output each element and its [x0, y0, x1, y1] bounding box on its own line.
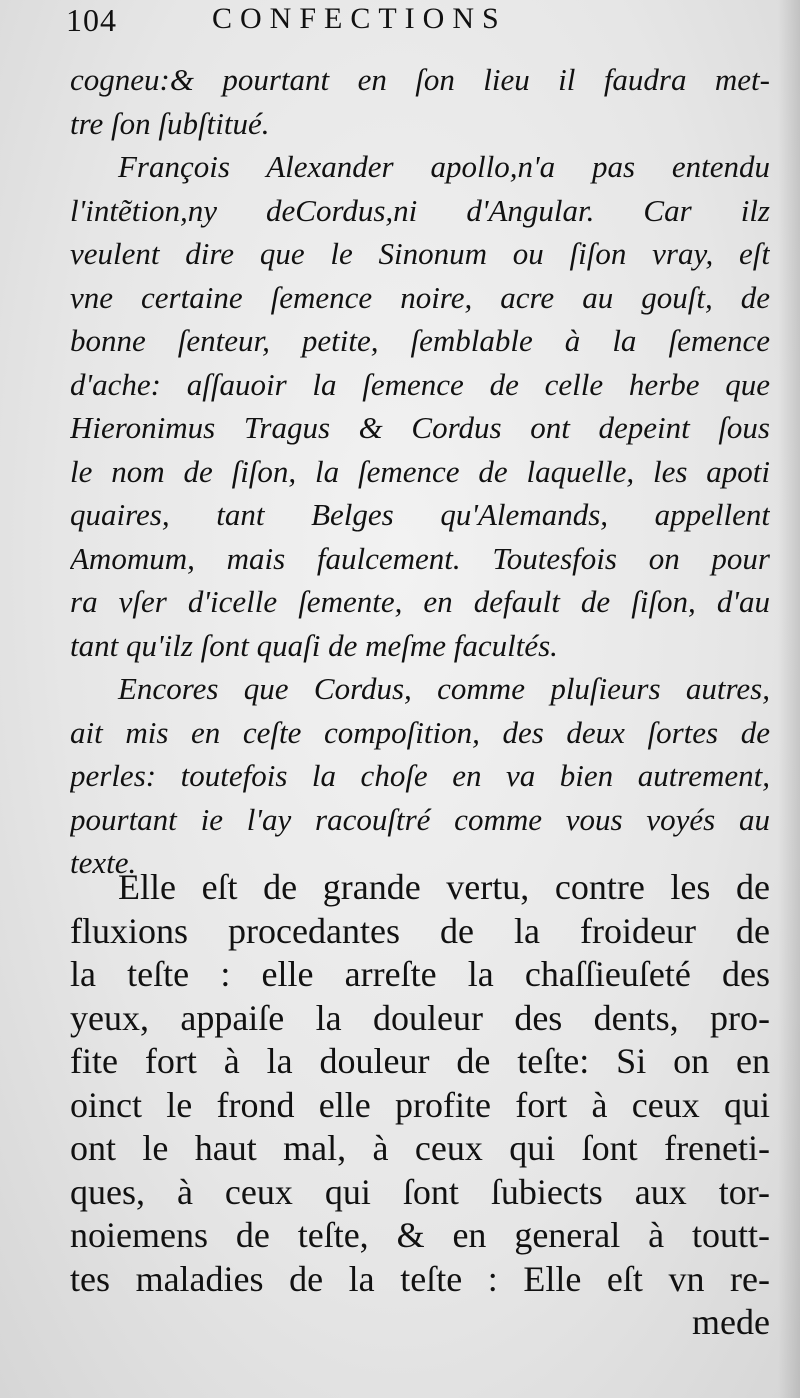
- main-text-line: la teſte : elle arreſte la chaſſieuſeté des: [70, 954, 770, 994]
- main-text-line: ont le haut mal, à ceux qui ſont freneti-: [70, 1128, 770, 1168]
- commentary-line: veulent dire que le Sinonum ou ſiſon vray, eſt: [70, 236, 770, 271]
- commentary-line: cogneu:& pourtant en ſon lieu il faudra met-: [70, 62, 770, 97]
- page-header: [62, 2, 760, 42]
- main-text-block: [70, 866, 770, 1345]
- commentary-line: le nom de ſiſon, la ſemence de laquelle, les apoti: [70, 453, 770, 489]
- commentary-line: d'ache: aſſauoir la ſemence de celle herbe que: [70, 366, 770, 402]
- catchword: mede: [692, 1302, 770, 1342]
- commentary-line: texte.: [70, 845, 137, 880]
- commentary-line: perles: toutefois la choſe en va bien autrement,: [70, 758, 770, 793]
- main-text-line: oinct le frond elle profite fort à ceux qui: [70, 1084, 770, 1125]
- commentary-line: ait mis en ceſte compoſition, des deux ſortes de: [70, 714, 770, 750]
- commentary-line: ra vſer d'icelle ſemente, en default de ſiſon, d'au: [70, 584, 770, 619]
- page-number: 104: [66, 2, 117, 38]
- commentary-line: bonne ſenteur, petite, ſemblable à la ſemence: [70, 323, 770, 358]
- commentary-line: quaires, tant Belges qu'Alemands, appellent: [70, 497, 770, 532]
- running-title: CONFECTIONS: [212, 2, 507, 35]
- commentary-line: tre ſon ſubſtitué.: [70, 105, 270, 141]
- commentary-line: pourtant ie l'ay racouſtré comme vous voyés au: [70, 801, 770, 837]
- main-text-line: yeux, appaiſe la douleur des dents, pro-: [70, 997, 770, 1038]
- page-edge-shadow: [778, 0, 800, 1398]
- main-text-line: noiemens de teſte, & en general à toutt-: [70, 1215, 770, 1255]
- commentary-line: l'intẽtion,ny deCordus,ni d'Angular. Car ilz: [70, 192, 770, 228]
- commentary-block: [70, 58, 770, 885]
- commentary-line: Encores que Cordus, comme pluſieurs autres,: [118, 671, 770, 706]
- main-text-line: fite fort à la douleur de teſte: Si on en: [70, 1041, 770, 1081]
- main-text-line: fluxions procedantes de la froideur de: [70, 910, 770, 951]
- main-text-line: ques, à ceux qui ſont ſubiects aux tor-: [70, 1171, 770, 1212]
- commentary-line: tant qu'ilz ſont quaſi de meſme facultés.: [70, 627, 558, 663]
- main-text-line: tes maladies de la teſte : Elle eſt vn re-: [70, 1258, 770, 1299]
- commentary-line: Hieronimus Tragus & Cordus ont depeint ſous: [70, 410, 770, 445]
- commentary-line: vne certaine ſemence noire, acre au gouſt, de: [70, 279, 770, 315]
- commentary-line: Amomum, mais faulcement. Toutesfois on pour: [70, 540, 770, 576]
- main-text-line: Elle eſt de grande vertu, contre les de: [118, 867, 770, 907]
- commentary-line: François Alexander apollo,n'a pas entendu: [118, 149, 770, 184]
